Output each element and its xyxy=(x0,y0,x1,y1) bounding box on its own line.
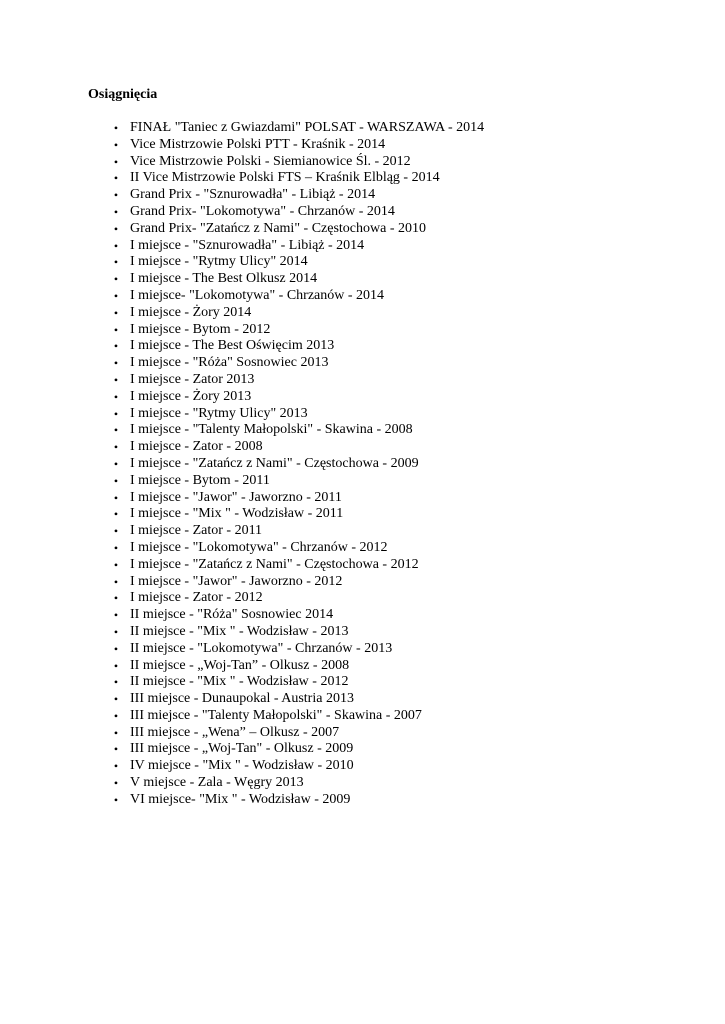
achievement-text: I miejsce - "Rytmy Ulicy" 2013 xyxy=(130,405,308,421)
achievement-text: Vice Mistrzowie Polski - Siemianowice Śl. - 2012 xyxy=(130,153,411,169)
achievement-item xyxy=(0,355,484,372)
bullet-icon: • xyxy=(113,372,119,387)
achievement-item xyxy=(0,792,484,809)
bullet-icon: • xyxy=(113,608,119,623)
achievement-item xyxy=(0,456,484,473)
achievement-item xyxy=(0,137,484,154)
bullet-icon: • xyxy=(113,725,119,740)
achievement-text: I miejsce - Bytom - 2012 xyxy=(130,321,271,337)
achievement-item xyxy=(0,187,484,204)
bullet-icon: • xyxy=(113,204,119,219)
achievement-text: I miejsce - "Mix " - Wodzisław - 2011 xyxy=(130,506,344,522)
achievement-item xyxy=(0,725,484,742)
achievement-text: III miejsce - „Wena” – Olkusz - 2007 xyxy=(130,724,340,740)
bullet-icon: • xyxy=(113,238,119,253)
bullet-icon: • xyxy=(113,188,119,203)
achievement-text: Vice Mistrzowie Polski PTT - Kraśnik - 2014 xyxy=(130,136,386,152)
achievement-text: Grand Prix - "Sznurowadła" - Libiąż - 2014 xyxy=(130,187,376,203)
achievement-item xyxy=(0,658,484,675)
bullet-icon: • xyxy=(113,288,119,303)
achievement-text: I miejsce - "Róża" Sosnowiec 2013 xyxy=(130,355,329,371)
achievement-item xyxy=(0,674,484,691)
achievement-item xyxy=(0,338,484,355)
bullet-icon: • xyxy=(113,473,119,488)
bullet-icon: • xyxy=(113,272,119,287)
bullet-icon: • xyxy=(113,507,119,522)
achievement-item xyxy=(0,607,484,624)
achievement-item xyxy=(0,557,484,574)
achievement-text: II miejsce - "Róża" Sosnowiec 2014 xyxy=(130,607,334,623)
achievement-item xyxy=(0,389,484,406)
bullet-icon: • xyxy=(113,524,119,539)
achievement-item xyxy=(0,271,484,288)
achievement-text: I miejsce - Bytom - 2011 xyxy=(130,472,270,488)
achievement-item xyxy=(0,221,484,238)
achievement-text: I miejsce - "Talenty Małopolski" - Skawina - 2008 xyxy=(130,422,413,438)
bullet-icon: • xyxy=(113,456,119,471)
achievement-item xyxy=(0,204,484,221)
bullet-icon: • xyxy=(113,658,119,673)
achievement-text: III miejsce - „Woj-Tan" - Olkusz - 2009 xyxy=(130,741,354,757)
bullet-icon: • xyxy=(113,406,119,421)
achievement-text: I miejsce - "Zatańcz z Nami" - Częstochowa - 2009 xyxy=(130,455,419,471)
achievement-text: V miejsce - Zala - Węgry 2013 xyxy=(130,775,304,791)
achievement-item xyxy=(0,775,484,792)
achievement-item xyxy=(0,473,484,490)
achievement-text: I miejsce - "Rytmy Ulicy" 2014 xyxy=(130,254,308,270)
achievement-text: I miejsce - "Jawor" - Jaworzno - 2011 xyxy=(130,489,342,505)
achievement-item xyxy=(0,238,484,255)
achievement-item xyxy=(0,758,484,775)
achievement-text: I miejsce - "Zatańcz z Nami" - Częstochowa - 2012 xyxy=(130,556,419,572)
achievement-text: III miejsce - Dunaupokal - Austria 2013 xyxy=(130,691,354,707)
achievement-text: Grand Prix- "Zatańcz z Nami" - Częstochowa - 2010 xyxy=(130,220,426,236)
bullet-icon: • xyxy=(113,339,119,354)
bullet-icon: • xyxy=(113,440,119,455)
achievement-text: Grand Prix- "Lokomotywa" - Chrzanów - 2014 xyxy=(130,203,395,219)
achievement-text: I miejsce - "Sznurowadła" - Libiąż - 2014 xyxy=(130,237,365,253)
achievement-item xyxy=(0,708,484,725)
bullet-icon: • xyxy=(113,389,119,404)
achievement-text: FINAŁ "Taniec z Gwiazdami" POLSAT - WARSZAWA - 2014 xyxy=(130,120,485,135)
achievement-text: I miejsce - The Best Oświęcim 2013 xyxy=(130,338,335,354)
achievement-text: I miejsce - "Jawor" - Jaworzno - 2012 xyxy=(130,573,343,589)
bullet-icon: • xyxy=(113,624,119,639)
achievement-item xyxy=(0,490,484,507)
achievement-item xyxy=(0,120,484,137)
bullet-icon: • xyxy=(113,540,119,555)
achievement-item xyxy=(0,624,484,641)
bullet-icon: • xyxy=(113,322,119,337)
bullet-icon: • xyxy=(113,675,119,690)
achievement-text: I miejsce - Zator - 2012 xyxy=(130,590,263,606)
achievement-item xyxy=(0,305,484,322)
achievement-text: I miejsce - Zator - 2008 xyxy=(130,439,263,455)
achievement-item xyxy=(0,574,484,591)
bullet-icon: • xyxy=(113,423,119,438)
achievement-item xyxy=(0,691,484,708)
bullet-icon: • xyxy=(113,557,119,572)
bullet-icon: • xyxy=(113,792,119,807)
achievement-text: I miejsce- "Lokomotywa" - Chrzanów - 2014 xyxy=(130,287,385,303)
achievement-item xyxy=(0,439,484,456)
achievement-item xyxy=(0,288,484,305)
achievement-text: I miejsce - Zator - 2011 xyxy=(130,523,263,539)
achievement-text: IV miejsce - "Mix " - Wodzisław - 2010 xyxy=(130,758,354,774)
bullet-icon: • xyxy=(113,708,119,723)
bullet-icon: • xyxy=(113,759,119,774)
bullet-icon: • xyxy=(113,221,119,236)
achievement-text: I miejsce - Żory 2014 xyxy=(130,304,252,320)
achievement-text: I miejsce - Zator 2013 xyxy=(130,371,255,387)
achievement-text: II miejsce - "Mix " - Wodzisław - 2012 xyxy=(130,674,349,690)
bullet-icon: • xyxy=(113,692,119,707)
achievement-item xyxy=(0,322,484,339)
achievement-item xyxy=(0,406,484,423)
achievement-text: II miejsce - "Mix " - Wodzisław - 2013 xyxy=(130,623,349,639)
achievement-item xyxy=(0,372,484,389)
achievement-item xyxy=(0,590,484,607)
achievement-text: I miejsce - "Lokomotywa" - Chrzanów - 2012 xyxy=(130,539,388,555)
achievement-item xyxy=(0,170,484,187)
achievement-item xyxy=(0,540,484,557)
achievement-item xyxy=(0,741,484,758)
bullet-icon: • xyxy=(113,356,119,371)
achievement-text: II miejsce - "Lokomotywa" - Chrzanów - 2013 xyxy=(130,640,393,656)
achievement-item xyxy=(0,154,484,171)
achievement-item xyxy=(0,523,484,540)
bullet-icon: • xyxy=(113,255,119,270)
page-heading: Osiągnięcia xyxy=(88,87,158,102)
achievement-text: I miejsce - The Best Olkusz 2014 xyxy=(130,271,318,287)
bullet-icon: • xyxy=(113,305,119,320)
achievement-text: II miejsce - „Woj-Tan” - Olkusz - 2008 xyxy=(130,657,350,673)
bullet-icon: • xyxy=(113,121,119,135)
achievement-item xyxy=(0,254,484,271)
achievement-item xyxy=(0,506,484,523)
bullet-icon: • xyxy=(113,137,119,152)
achievement-text: II Vice Mistrzowie Polski FTS – Kraśnik Elbląg - 2014 xyxy=(130,170,440,186)
bullet-icon: • xyxy=(113,490,119,505)
achievements-list xyxy=(0,120,484,809)
bullet-icon: • xyxy=(113,171,119,186)
bullet-icon: • xyxy=(113,574,119,589)
bullet-icon: • xyxy=(113,776,119,791)
achievement-text: I miejsce - Żory 2013 xyxy=(130,388,252,404)
achievement-text: III miejsce - "Talenty Małopolski" - Skawina - 2007 xyxy=(130,707,422,723)
achievement-item xyxy=(0,422,484,439)
achievement-item xyxy=(0,641,484,658)
bullet-icon: • xyxy=(113,641,119,656)
bullet-icon: • xyxy=(113,742,119,757)
bullet-icon: • xyxy=(113,154,119,169)
bullet-icon: • xyxy=(113,591,119,606)
achievement-text: VI miejsce- "Mix " - Wodzisław - 2009 xyxy=(130,791,351,807)
